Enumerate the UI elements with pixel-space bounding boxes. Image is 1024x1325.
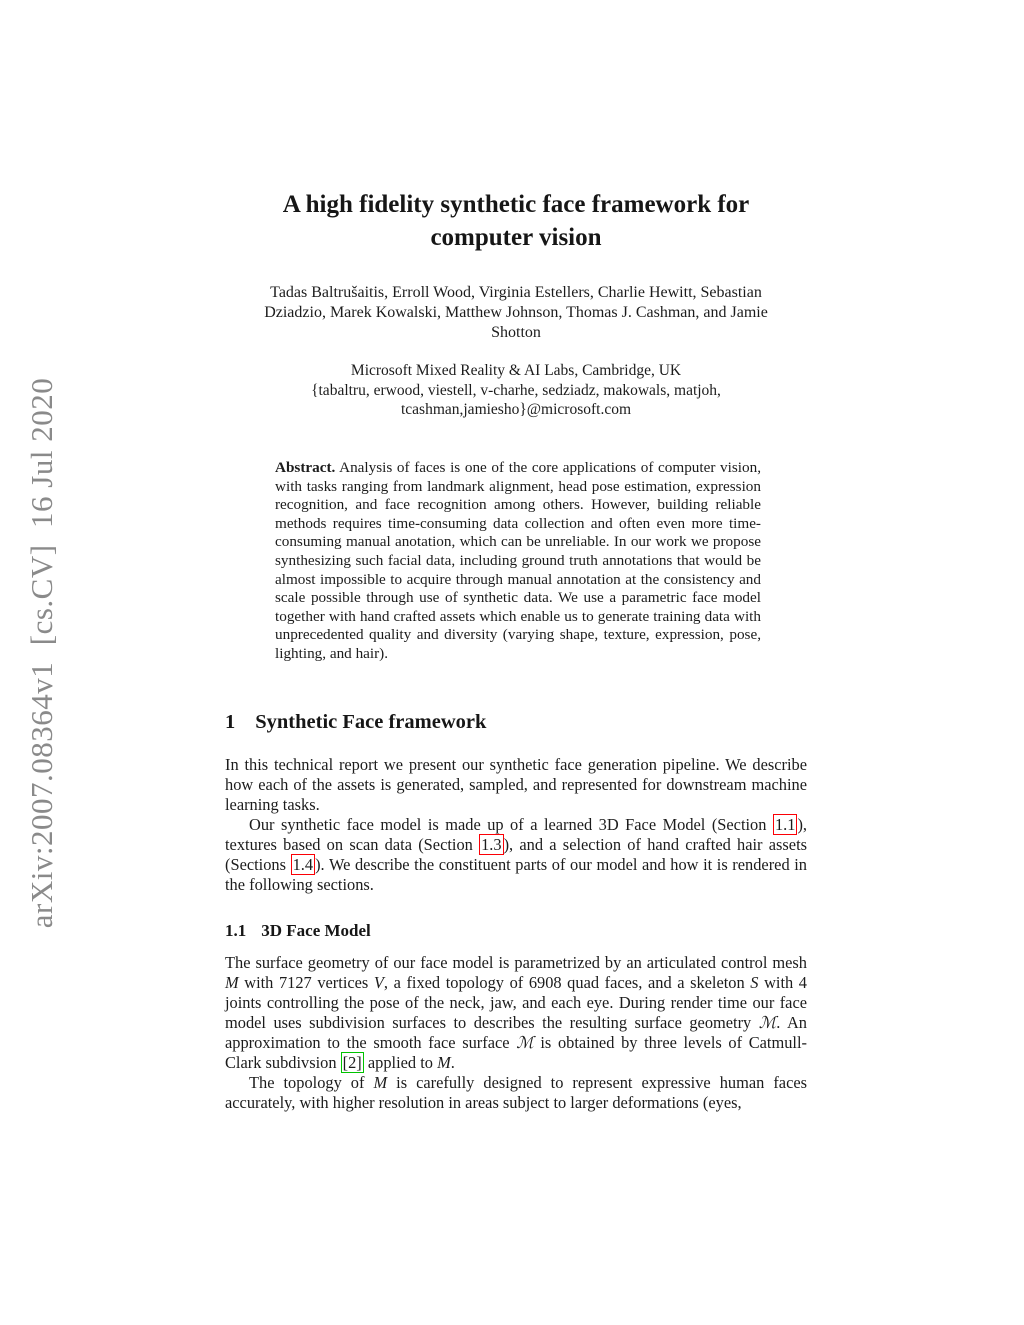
text-run: . An approximation to the smooth face surface: [225, 1013, 807, 1052]
author-line: Shotton: [491, 324, 541, 341]
paragraph: [225, 815, 807, 895]
paper-title-line1: A high fidelity synthetic face framework for: [282, 191, 750, 218]
math-var: M: [437, 1053, 451, 1072]
text-run: with 4 joints controlling the pose of the neck, jaw, and each eye. During render time our face model uses subdivision surfaces to describes the resulting surface geometry: [225, 973, 808, 1032]
text-run: applied to: [363, 1053, 438, 1072]
section-link[interactable]: 1.4: [292, 855, 314, 874]
paragraph: [225, 755, 807, 815]
text-run: , a fixed topology of 6908 quad faces, and a skeleton: [383, 973, 751, 992]
text-run: In this technical report we present our synthetic face generation pipeline. We describe how each of the assets is generated, sampled, and represented for downstream machine learning tasks.: [225, 755, 807, 814]
arxiv-watermark: arXiv:2007.08364v1 [cs.CV] 16 Jul 2020: [24, 377, 59, 929]
section-1-1-heading: [225, 921, 807, 941]
math-var: V: [373, 973, 384, 992]
paragraph: [225, 1073, 807, 1113]
text-run: Analysis of faces is one of the core applications of computer vision, with tasks ranging from landmark alignment, head pose estimation, expression recognition, and face recognition among others. However, building reliable methods requires time-consuming data collection and often even more time-consuming manual anotation, which can be unreliable. In our work we propose synthesizing such facial data, including ground truth annotations that would be almost impossible to acquire through manual annotation at the consistency and scale possible through use of synthetic data. We use a parametric face model together with hand crafted assets which enable us to generate training data with unprecedented quality and diversity (varying shape, texture, expression, pose, lighting, and hair).: [275, 459, 761, 662]
section-1-heading: [225, 711, 807, 734]
text-run: The surface geometry of our face model is parametrized by an articulated control mesh: [225, 953, 807, 972]
email-line: tcashman,jamiesho}@microsoft.com: [400, 401, 632, 418]
section-number: 1.1: [225, 921, 247, 940]
citation-link[interactable]: [2]: [342, 1053, 362, 1072]
math-cal-var: ℳ: [516, 1033, 534, 1052]
text-run: .: [450, 1053, 455, 1072]
section-title: 3D Face Model: [261, 921, 371, 940]
section-link[interactable]: 1.3: [481, 835, 502, 854]
paper-title-line2: computer vision: [430, 224, 602, 251]
math-var: M: [225, 973, 239, 992]
text-run: Our synthetic face model is made up of a learned 3D Face Model (Section: [249, 815, 773, 834]
paragraph: [225, 953, 807, 1073]
author-line: Dziadzio, Marek Kowalski, Matthew Johnson, Thomas J. Cashman, and Jamie: [264, 304, 768, 321]
math-var: M: [373, 1073, 388, 1092]
affiliation-block: [225, 361, 807, 420]
author-line: Tadas Baltrušaitis, Erroll Wood, Virginia Estellers, Charlie Hewitt, Sebastian: [270, 284, 762, 301]
paper-title: [225, 188, 807, 254]
text-run: ), and a selection of hand crafted hair assets (Sections: [225, 835, 807, 874]
abstract: [275, 459, 761, 664]
text-run: ). We describe the constituent parts of our model and how it is rendered in the following sections.: [225, 855, 807, 894]
affiliation: Microsoft Mixed Reality & AI Labs, Cambridge, UK: [350, 362, 682, 379]
text-run: with 7127 vertices: [238, 973, 374, 992]
text-run: ), textures based on scan data (Section: [225, 815, 807, 854]
text-run: The topology of: [249, 1073, 374, 1092]
text-run: is obtained by three levels of Catmull-Clark subdivsion: [225, 1033, 807, 1072]
bold-run: Abstract.: [275, 459, 336, 476]
author-list: [225, 283, 807, 343]
section-link[interactable]: 1.1: [774, 815, 796, 834]
text-run: is carefully designed to represent expressive human faces accurately, with higher resolution in areas subject to larger deformations (eyes,: [225, 1073, 807, 1112]
math-cal-var: ℳ: [758, 1013, 777, 1032]
email-line: {tabaltru, erwood, viestell, v-charhe, sedziadz, makowals, matjoh,: [311, 381, 721, 399]
section-title: Synthetic Face framework: [255, 711, 487, 733]
math-var: S: [750, 973, 759, 992]
section-number: 1: [225, 711, 236, 733]
